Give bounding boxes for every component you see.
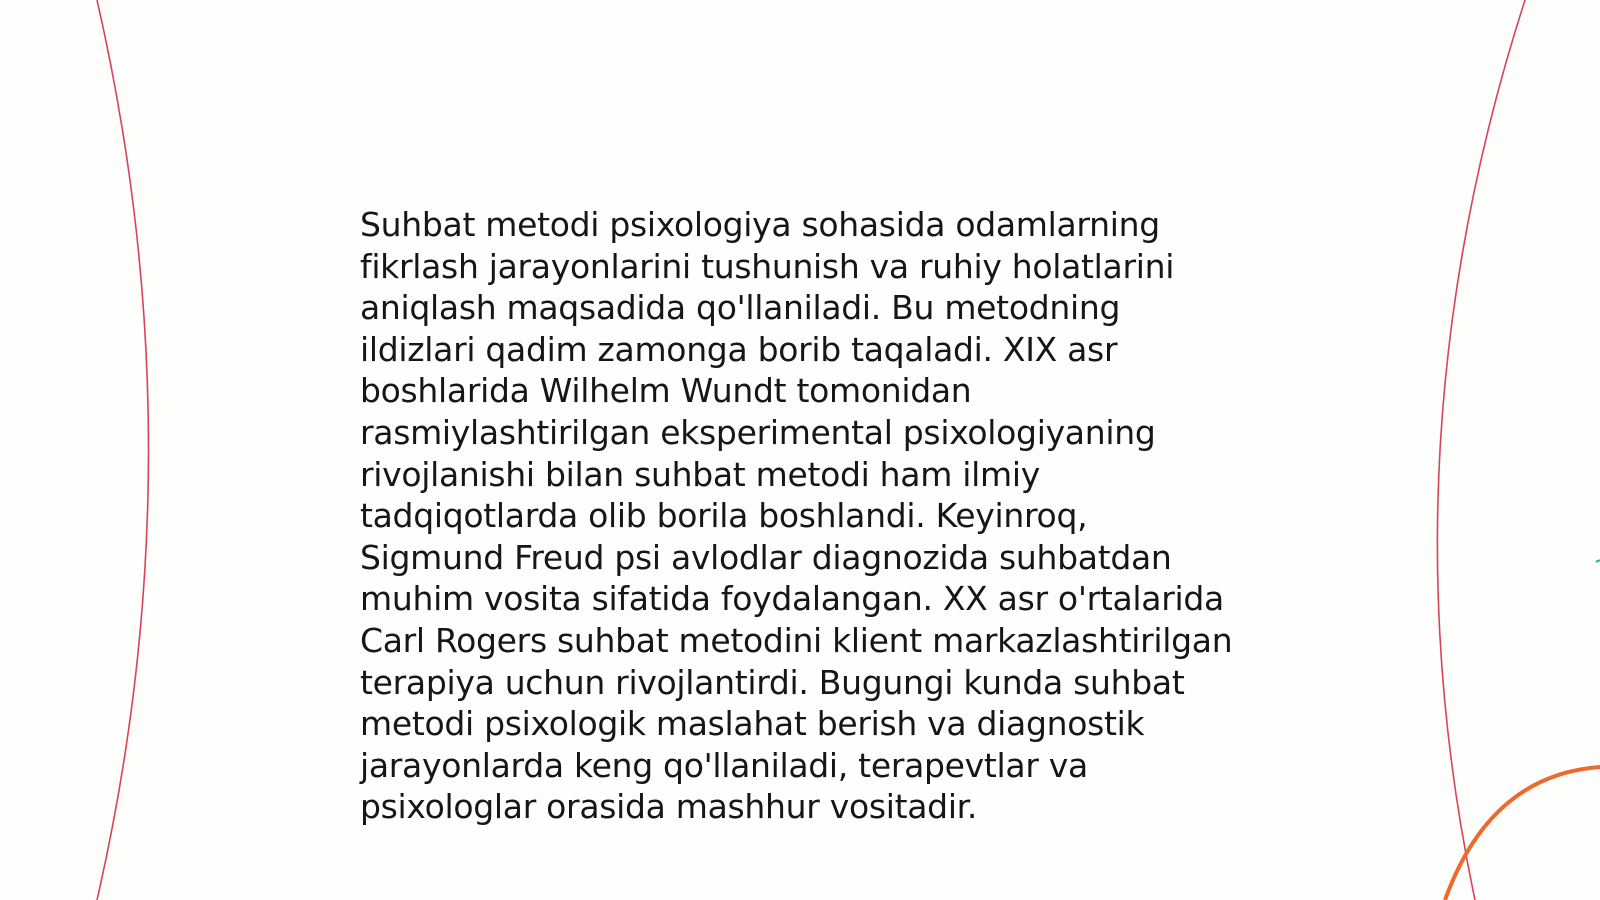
teal-accent-mark — [1596, 560, 1600, 562]
orange-arc — [1445, 767, 1600, 900]
right-curve-line — [1437, 0, 1525, 900]
body-paragraph: Suhbat metodi psixologiya sohasida odamlarning fikrlash jarayonlarini tushunish va ruhiy holatlarini aniqlash maqsadida qo'llaniladi. Bu metodning ildizlari qadim zamonga borib taqaladi. XIX asr boshlarida Wilhelm Wundt tomonidan rasmiylashtirilgan eksperimental psixologiyaning rivojlanishi bilan suhbat metodi ham ilmiy tadqiqotlarda olib borila boshlandi. Keyinroq, Sigmund Freud psi avlodlar diagnozida suhbatdan muhim vosita sifatida foydalangan. XX asr o'rtalarida Carl Rogers suhbat metodini klient markazlashtirilgan terapiya uchun rivojlantirdi. Bugungi kunda suhbat metodi psixologik maslahat berish va diagnostik jarayonlarda keng qo'llaniladi, terapevtlar va psixologlar orasida mashhur vositadir. — [360, 205, 1233, 827]
left-curve-line — [97, 0, 149, 900]
